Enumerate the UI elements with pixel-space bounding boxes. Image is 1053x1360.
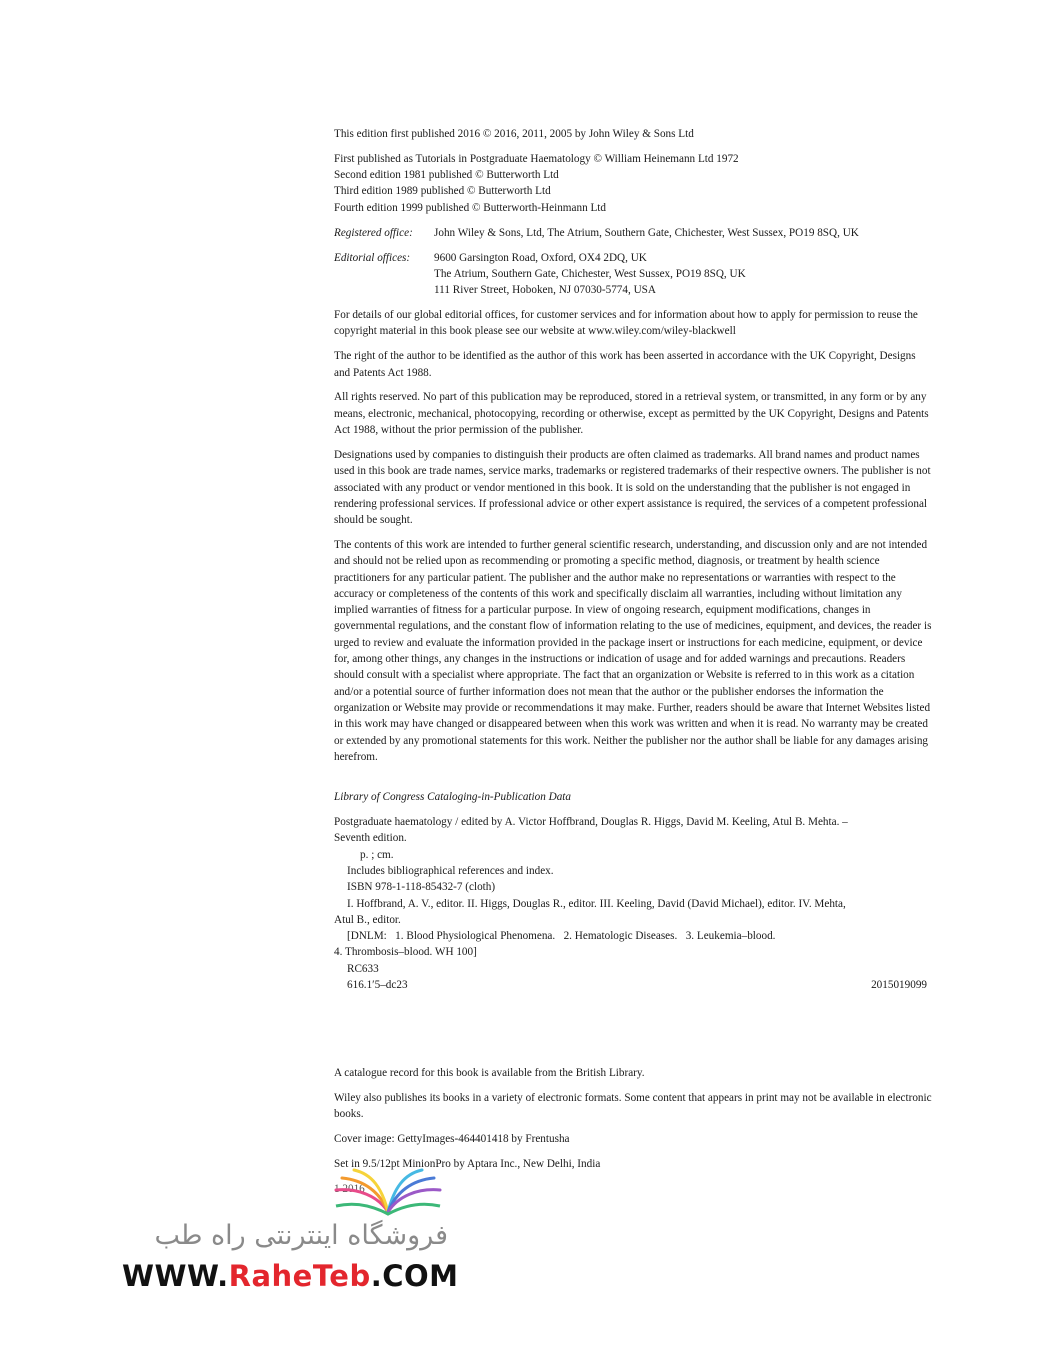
editorial-offices bbox=[334, 250, 934, 299]
electronic-formats-note: Wiley also publishes its books in a variety of electronic formats. Some content that appears in print may not be available in electronic books. bbox=[334, 1091, 932, 1121]
cip-line: Includes bibliographical references and index. bbox=[347, 864, 554, 877]
watermark bbox=[118, 1160, 458, 1300]
cip-classification-row bbox=[334, 977, 927, 993]
cip-line: RC633 bbox=[347, 962, 379, 975]
editorial-office-address: 111 River Street, Hoboken, NJ 07030-5774, USA bbox=[434, 284, 656, 297]
open-book-logo-icon bbox=[328, 1166, 448, 1218]
disclaimer-paragraph: The contents of this work are intended to further general scientific research, understanding, and discussion only and are not intended and should not be relied upon as recommending or promoting a specific method, diagnosis, or treatment by health science practitioners for any particular patient. The publisher and the author make no representations or warranties with respect to the accuracy or completeness of the contents of this work and specifically disclaim all warranties, including without limitation any implied warranties of fitness for a particular purpose. In view of ongoing research, equipment modifications, changes in governmental regulations, and the constant flow of information relating to the use of medicines, equipment, and devices, the reader is urged to review and evaluate the information provided in the package insert or instructions for each medicine, equipment, or device for, among other things, any changes in the instructions or indication of usage and for added warnings and precautions. Readers should consult with a specialist where appropriate. The fact that an organization or Website is referred to in this work as a citation and/or a potential source of further information does not mean that the author or the publisher endorses the information the organization or Website may provide or recommendations it may make. Further, readers should be aware that Internet Websites listed in this work may have changed or disappeared between when this work was written and when it is read. No warranty may be created or extended by any promotional statements for this work. Neither the publisher nor the author shall be liable for any damages arising herefrom. bbox=[334, 538, 932, 763]
editorial-offices-label: Editorial offices: bbox=[334, 251, 411, 264]
cip-data bbox=[334, 789, 934, 993]
typesetting-note: Set in 9.5/12pt MinionPro by Aptara Inc., New Delhi, India bbox=[334, 1157, 601, 1170]
cip-line: Seventh edition. bbox=[334, 832, 407, 845]
cip-line: [DNLM: 1. Blood Physiological Phenomena. 2. Hematologic Diseases. 3. Leukemia–blood. bbox=[347, 930, 776, 943]
cip-line: p. ; cm. bbox=[360, 848, 394, 861]
edition-line: This edition first published 2016 © 2016, 2011, 2005 by John Wiley & Sons Ltd bbox=[334, 128, 694, 140]
registered-office-address: John Wiley & Sons, Ltd, The Atrium, Southern Gate, Chichester, West Sussex, PO19 8SQ, UK bbox=[434, 226, 859, 239]
cip-line: 4. Thrombosis–blood. WH 100] bbox=[334, 946, 477, 959]
edition-history bbox=[334, 151, 934, 216]
editorial-offices-addresses bbox=[434, 250, 934, 299]
url-suffix: .COM bbox=[370, 1259, 459, 1293]
url-prefix: WWW. bbox=[122, 1259, 229, 1293]
editorial-office-address: 9600 Garsington Road, Oxford, OX4 2DQ, UK bbox=[434, 251, 647, 264]
cip-line: Atul B., editor. bbox=[334, 913, 401, 926]
trademarks-paragraph: Designations used by companies to distinguish their products are often claimed as trademarks. All brand names and product names used in this book are trade names, service marks, trademarks or registered trademarks of their respective owners. The publisher is not associated with any product or vendor mentioned in this book. It is sold on the understanding that the publisher is not engaged in rendering professional services. If professional advice or other expert assistance is required, the services of a competent professional should be sought. bbox=[334, 448, 931, 527]
all-rights-reserved-paragraph: All rights reserved. No part of this publication may be reproduced, stored in a retrieval system, or transmitted, in any form or by any means, electronic, mechanical, photocopying, recording or otherwise, except as permitted by the UK Copyright, Designs and Patents Act 1988, without the prior permission of the publisher. bbox=[334, 391, 929, 437]
history-line: Fourth edition 1999 published © Butterworth-Heinmann Ltd bbox=[334, 201, 606, 214]
copyright-page bbox=[334, 126, 934, 993]
cip-title: Library of Congress Cataloging-in-Publication Data bbox=[334, 791, 572, 804]
history-line: First published as Tutorials in Postgraduate Haematology © William Heinemann Ltd 1972 bbox=[334, 152, 739, 165]
author-rights-paragraph: The right of the author to be identified as the author of this work has been asserted in accordance with the UK Copyright, Designs and Patents Act 1988. bbox=[334, 350, 916, 379]
registered-office bbox=[334, 225, 934, 241]
cover-image-credit: Cover image: GettyImages-464401418 by Frentusha bbox=[334, 1133, 570, 1146]
lccn: 2015019099 bbox=[871, 979, 927, 991]
history-line: Second edition 1981 published © Butterworth Ltd bbox=[334, 169, 559, 182]
print-line: 1 2016 bbox=[334, 1182, 365, 1195]
url-brand: RaheTeb bbox=[228, 1259, 371, 1293]
class-number: 616.1′5–dc23 bbox=[347, 979, 408, 991]
customer-services-paragraph: For details of our global editorial offices, for customer services and for information about how to apply for permission to reuse the copyright material in this book please see our website at www.wiley.com/wiley-blackwell bbox=[334, 309, 918, 338]
catalogue-record-note: A catalogue record for this book is available from the British Library. bbox=[334, 1067, 645, 1079]
watermark-url[interactable] bbox=[122, 1259, 459, 1293]
cip-line: ISBN 978-1-118-85432-7 (cloth) bbox=[347, 881, 496, 894]
cip-line: I. Hoffbrand, A. V., editor. II. Higgs, Douglas R., editor. III. Keeling, David (David Michael), editor. IV. Mehta, bbox=[347, 897, 846, 910]
registered-office-label: Registered office: bbox=[334, 226, 413, 239]
editorial-office-address: The Atrium, Southern Gate, Chichester, West Sussex, PO19 8SQ, UK bbox=[434, 267, 746, 280]
watermark-persian-text: فروشگاه اینترنتی راه طب bbox=[154, 1220, 448, 1251]
history-line: Third edition 1989 published © Butterworth Ltd bbox=[334, 185, 551, 198]
cip-line: Postgraduate haematology / edited by A. Victor Hoffbrand, Douglas R. Higgs, David M. Keeling, Atul B. Mehta. – bbox=[334, 816, 848, 829]
